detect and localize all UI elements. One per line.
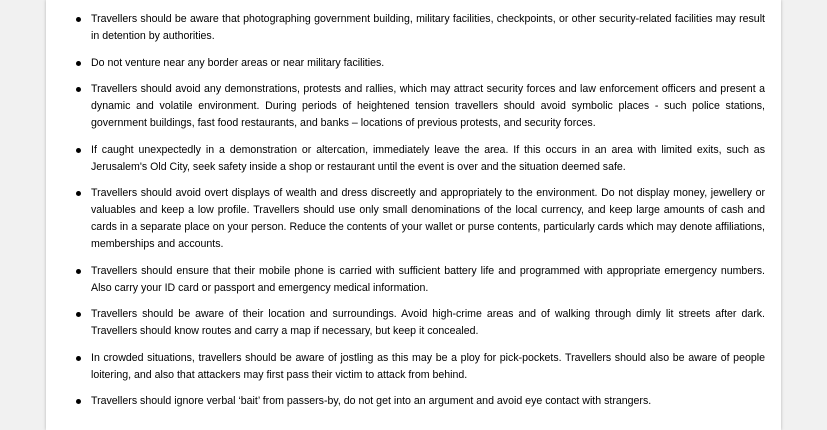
- list-item-text: Travellers should avoid overt displays of wealth and dress discreetly and appropriately to the environment. Do not display money, jewellery or valuables and keep a low profile. Travellers should use only small denominations of the local currency, and keep large amounts of cash and cards in a separate place on your person. Reduce the contents of your wallet or purse contents, particularly cards which may denote affiliations, memberships and accounts.: [91, 187, 765, 250]
- list-item: [46, 81, 781, 132]
- bullet-icon: [76, 17, 81, 22]
- bullet-icon: [76, 356, 81, 361]
- list-item: [46, 11, 781, 45]
- list-item: [46, 393, 781, 410]
- bullet-icon: [76, 312, 81, 317]
- bullet-icon: [76, 61, 81, 66]
- list-item-text: Travellers should ensure that their mobile phone is carried with sufficient battery life and programmed with appropriate emergency numbers. Also carry your ID card or passport and emergency medical information.: [91, 264, 765, 294]
- list-item-text: Travellers should ignore verbal ‘bait’ from passers-by, do not get into an argument and avoid eye contact with strangers.: [91, 395, 652, 407]
- list-item: [46, 306, 781, 340]
- bullet-icon: [76, 148, 81, 153]
- list-item-text: Travellers should avoid any demonstrations, protests and rallies, which may attract security forces and law enforcement officers and present a dynamic and volatile environment. During periods of heightened tension travellers should avoid symbolic places - such police stations, government buildings, fast food restaurants, and banks – locations of previous protests, and security forces.: [91, 83, 765, 129]
- list-item-text: Travellers should be aware that photographing government building, military facilities, checkpoints, or other security-related facilities may result in detention by authorities.: [91, 13, 765, 42]
- list-item: [46, 185, 781, 253]
- list-item: [46, 142, 781, 176]
- bullet-icon: [76, 399, 81, 404]
- bullet-icon: [76, 191, 81, 196]
- list-item: [46, 263, 781, 297]
- document-page: [46, 0, 781, 430]
- list-item-text: Do not venture near any border areas or near military facilities.: [91, 56, 385, 69]
- list-item-text: Travellers should be aware of their location and surroundings. Avoid high-crime areas and of walking through dimly lit streets after dark. Travellers should know routes and carry a map if necessary, but keep it concealed.: [91, 308, 765, 337]
- list-item-text: If caught unexpectedly in a demonstration or altercation, immediately leave the area. If this occurs in an area with limited exits, such as Jerusalem's Old City, seek safety inside a shop or restaurant until the event is over and the situation deemed safe.: [91, 143, 765, 173]
- list-item: [46, 350, 781, 384]
- bullet-list: [46, 0, 781, 410]
- bullet-icon: [76, 269, 81, 274]
- list-item: [46, 55, 781, 72]
- list-item-text: In crowded situations, travellers should be aware of jostling as this may be a ploy for pick-pockets. Travellers should also be aware of people loitering, and also that attackers may first pass their victim to attack from behind.: [91, 351, 765, 381]
- bullet-icon: [76, 87, 81, 92]
